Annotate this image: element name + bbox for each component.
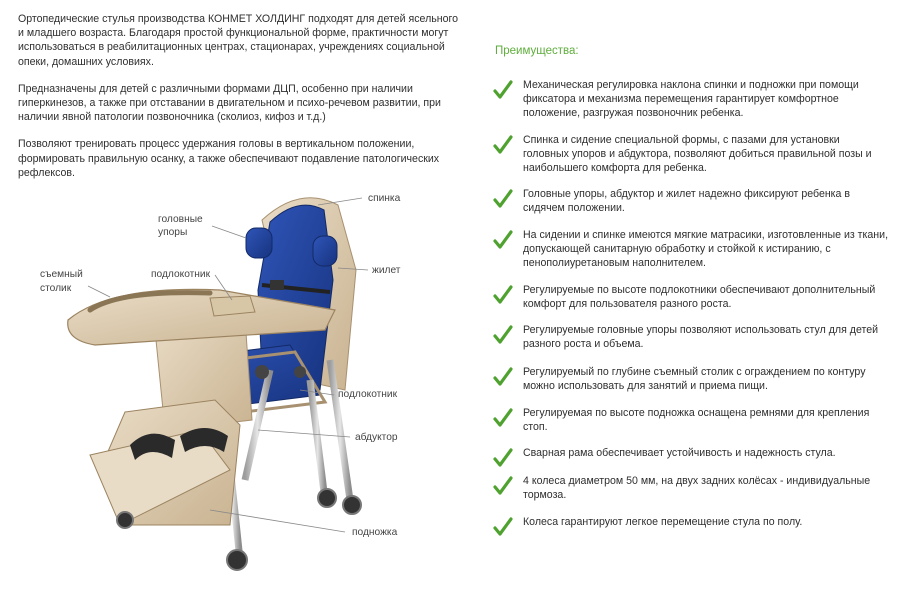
leg-knob-2 [294,366,306,378]
checkmark-icon [493,408,513,428]
callout-abduktor: абдуктор [355,432,398,443]
benefit-item [493,406,888,434]
checkmark-icon [493,517,513,537]
callout-line-semny-stolik [88,286,110,297]
checkmark-icon [493,448,513,468]
checkmark-icon [493,230,513,250]
head-support-right [313,236,337,266]
callout-podlokotnik-side: подлокотник [338,389,398,400]
callout-golovnye-upory-line1: головные [158,214,203,225]
wheel-front-right [117,512,133,528]
benefits-title: Преимущества: [495,45,579,57]
checkmark-icon [493,367,513,387]
callout-podlokotnik-top: подлокотник [151,269,211,280]
checkmark-icon [493,325,513,345]
benefit-item [493,446,836,460]
orthopedic-chair-illustration [0,180,470,600]
intro-text [18,12,463,193]
benefit-item [493,187,888,215]
callout-line-golovnye-upory [212,226,246,238]
benefit-text: Головные упоры, абдуктор и жилет надежно фиксируют ребенка в сидячем положении. [523,188,851,215]
benefit-text: Механическая регулировка наклона спинки и подножки при помощи фиксатора и механизма перемещения гарантирует комфортное положение, разгружая позвоночник ребенка. [523,79,859,120]
benefit-item [493,133,888,176]
wheel-rear-left [318,489,336,507]
benefit-text: Спинка и сидение специальной формы, с пазами для установки головных упоров и абдуктора, позволяют добиться правильной позы и наибольшего комфорта для ребенка. [523,134,872,175]
benefit-text: Колеса гарантируют легкое перемещение стула по полу. [523,516,803,528]
benefit-text: Регулируемые головные упоры позволяют использовать стул для детей разного роста и объема. [523,324,879,351]
benefit-item [493,365,888,393]
wheel-front-left [227,550,247,570]
armrest [210,296,255,316]
callout-spinka: спинка [368,193,401,204]
benefit-text: Регулируемая по высоте подножка оснащена ремнями для крепления стоп. [523,407,870,434]
checkmark-icon [493,80,513,100]
benefit-text: Регулируемые по высоте подлокотники обеспечивают дополнительный комфорт для пользователя разного роста. [523,284,876,311]
benefit-item [493,78,888,121]
intro-paragraph-1: Ортопедические стулья производства КОНМЕТ ХОЛДИНГ подходят для детей ясельного и младшего возраста. Благодаря простой функциональной форме, практичности могут использоваться в реабилитационных центрах, стационарах, учреждениях социальной опеки, домашних условиях. [18,13,459,68]
checkmark-icon [493,189,513,209]
benefit-text: На сидении и спинке имеются мягкие матрасики, изготовленные из ткани, допускающей санитарную обработку и стойкой к истиранию, с пенополиуретановым наполнителем. [523,229,889,270]
benefit-item [493,283,888,311]
benefit-item [493,515,802,529]
checkmark-icon [493,285,513,305]
checkmark-icon [493,135,513,155]
leg-knob [255,365,269,379]
benefit-item [493,228,888,271]
benefit-text: 4 колеса диаметром 50 мм, на двух задних колёсах - индивидуальные тормоза. [523,475,871,502]
benefit-item [493,474,888,502]
callout-zhilet: жилет [372,265,401,276]
checkmark-icon [493,476,513,496]
benefit-text: Регулируемый по глубине съемный столик с ограждением по контуру можно использовать для занятий и приема пищи. [523,366,866,393]
benefit-item [493,323,888,351]
wheel-rear-right [343,496,361,514]
vest-buckle [270,280,284,290]
intro-paragraph-2: Предназначены для детей с различными формами ДЦП, особенно при наличии гиперкинезов, а также при отставании в двигательном и психо-речевом развитии, при наличии явной патологии позвоночника (сколиоз, кифоз и т.д.) [18,82,441,124]
callout-semny-stolik-line1: съемный [40,269,83,280]
callout-semny-stolik-line2: столик [40,283,72,294]
callout-line-abduktor [258,430,350,437]
callout-golovnye-upory-line2: упоры [158,227,188,238]
head-support-left [246,228,272,258]
intro-paragraph-3: Позволяют тренировать процесс удержания головы в вертикальном положении, формировать правильную осанку, а также обеспечивают подавление патологических рефлексов. [18,138,440,179]
benefit-text: Сварная рама обеспечивает устойчивость и надежность стула. [523,447,836,459]
callout-podnozhka: подножка [352,527,398,538]
